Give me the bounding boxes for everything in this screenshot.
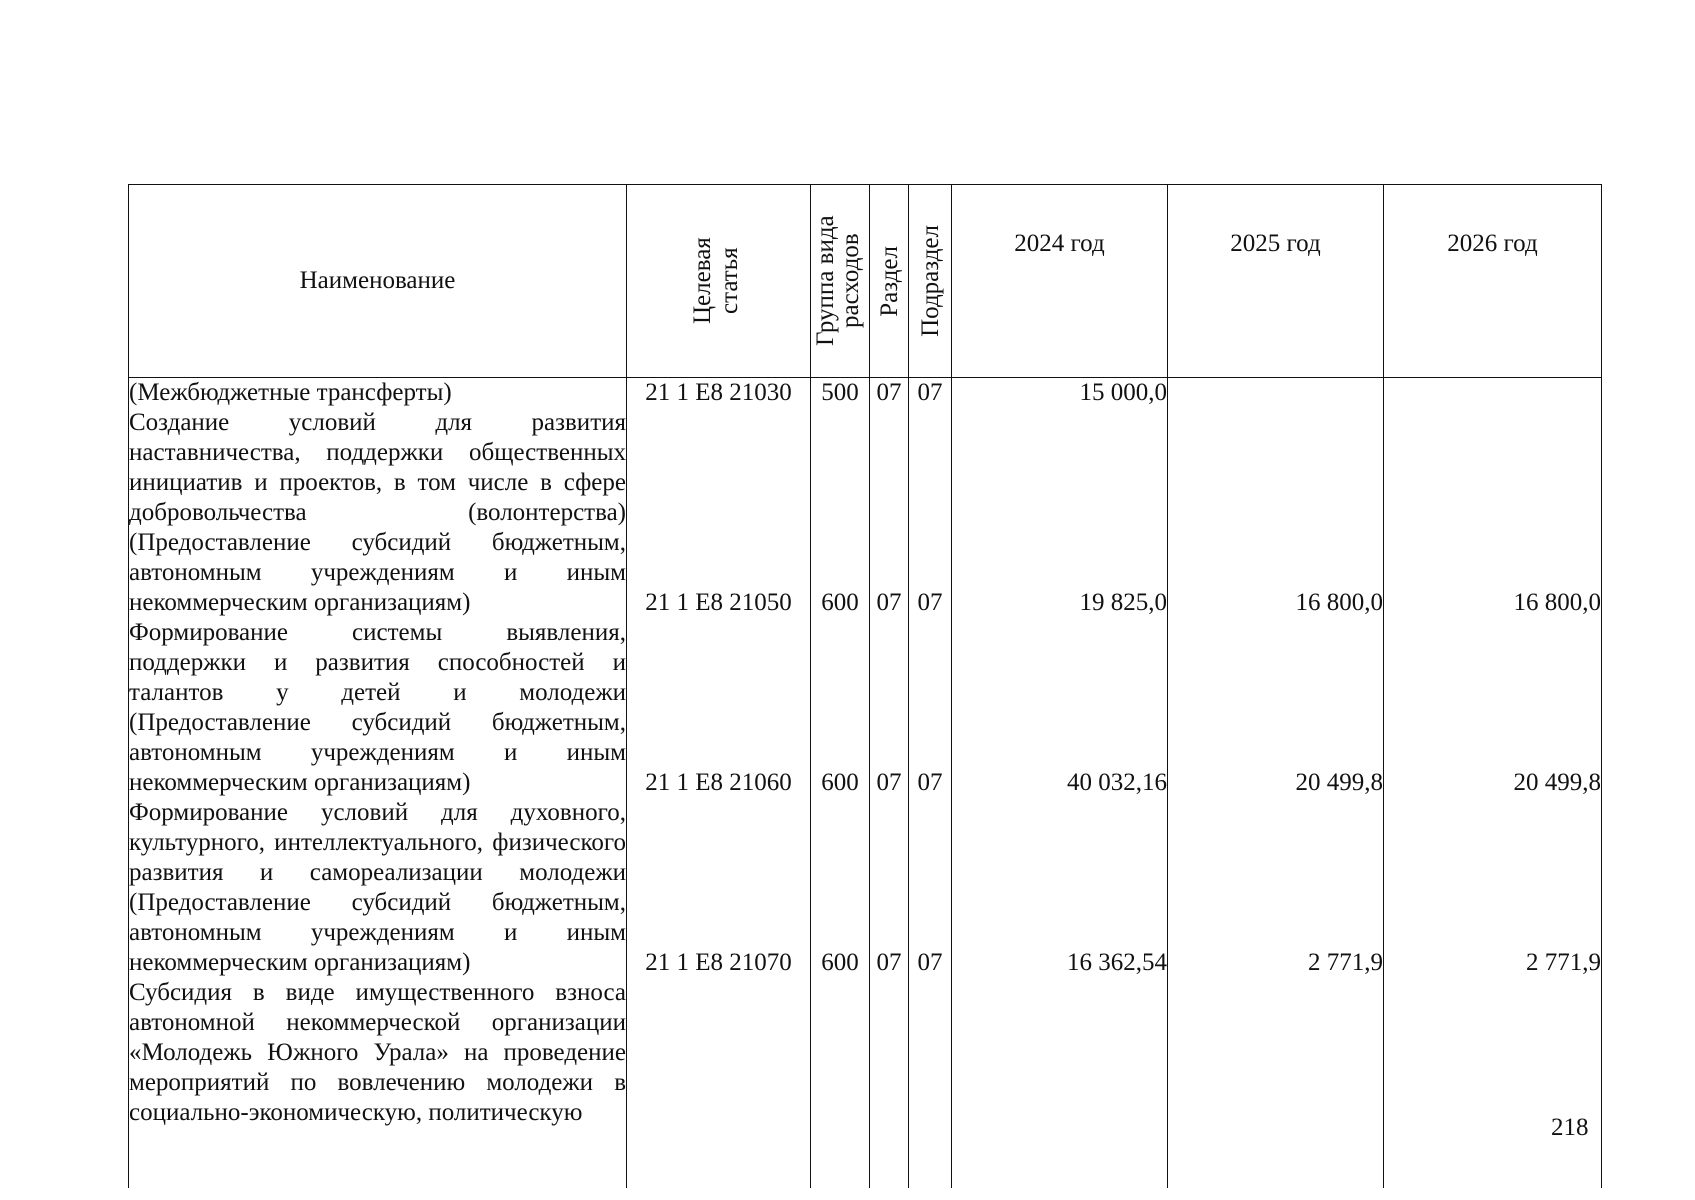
- budget-table: [128, 184, 1602, 1188]
- row-amount-2024: 19 825,0: [952, 408, 1168, 618]
- row-amount-2024: 15 000,0: [952, 378, 1168, 409]
- row-name: Формирование системы выявления, поддержки и развития способностей и талантов у детей и молодежи (Предоставление субсидий бюджетным, автономным учреждениям и иным некоммерческим организациям): [129, 619, 626, 796]
- row-amount-2024: 40 032,16: [952, 618, 1168, 798]
- row-name: Создание условий для развития наставничества, поддержки общественных инициатив и проектов, в том числе в сфере добровольчества (волонтерства) (Предоставление субсидий бюджетным, автономным учреждениям и иным некоммерческим организациям): [129, 409, 626, 616]
- row-subsection: 07: [909, 378, 952, 409]
- row-amount-2025: 16 800,0: [1168, 408, 1384, 618]
- header-section: Раздел: [870, 185, 909, 378]
- header-2024: 2024 год: [952, 185, 1168, 378]
- budget-table-container: [128, 184, 1601, 1188]
- row-name: Формирование условий для духовного, культурного, интеллектуального, физического развития и самореализации молодежи (Предоставление субсидий бюджетным, автономным учреждениям и иным некоммерческим организациям): [129, 799, 626, 976]
- row-subsection: [909, 978, 952, 1188]
- page-number: 218: [1551, 1114, 1589, 1141]
- row-target-code: 21 1 E8 21030: [627, 378, 811, 409]
- table-row: [129, 378, 1602, 409]
- row-target-code: 21 1 E8 21060: [627, 618, 811, 798]
- row-name: (Межбюджетные трансферты): [129, 378, 627, 409]
- row-amount-2025: 20 499,8: [1168, 618, 1384, 798]
- row-amount-2026: 2 771,9: [1384, 798, 1602, 978]
- row-amount-2026: 16 800,0: [1384, 408, 1602, 618]
- row-target-code: 21 1 E8 21050: [627, 408, 811, 618]
- row-amount-2024: [952, 978, 1168, 1188]
- row-expense-group: 500: [811, 378, 870, 409]
- row-subsection: 07: [909, 618, 952, 798]
- row-amount-2025: [1168, 978, 1384, 1188]
- row-section: 07: [870, 618, 909, 798]
- row-target-code: 21 1 E8 21070: [627, 798, 811, 978]
- header-row: [129, 185, 1602, 378]
- table-row: [129, 978, 1602, 1188]
- header-subsection: Подраздел: [909, 185, 952, 378]
- row-amount-2025: [1168, 378, 1384, 409]
- table-row: [129, 798, 1602, 978]
- table-row: [129, 618, 1602, 798]
- row-section: 07: [870, 798, 909, 978]
- row-section: 07: [870, 408, 909, 618]
- row-target-code: [627, 978, 811, 1188]
- row-amount-2026: [1384, 378, 1602, 409]
- row-amount-2026: [1384, 978, 1602, 1188]
- row-section: 07: [870, 378, 909, 409]
- header-name: Наименование: [129, 185, 627, 378]
- row-amount-2025: 2 771,9: [1168, 798, 1384, 978]
- row-expense-group: [811, 978, 870, 1188]
- row-amount-2024: 16 362,54: [952, 798, 1168, 978]
- row-section: [870, 978, 909, 1188]
- row-amount-2026: 20 499,8: [1384, 618, 1602, 798]
- header-expense-group: Группа вида расходов: [811, 185, 870, 378]
- header-target-article: Целевая статья: [627, 185, 811, 378]
- row-expense-group: 600: [811, 408, 870, 618]
- header-2026: 2026 год: [1384, 185, 1602, 378]
- row-subsection: 07: [909, 798, 952, 978]
- row-subsection: 07: [909, 408, 952, 618]
- table-row: [129, 408, 1602, 618]
- row-expense-group: 600: [811, 798, 870, 978]
- header-2025: 2025 год: [1168, 185, 1384, 378]
- row-name: Субсидия в виде имущественного взноса автономной некоммерческой организации «Молодежь Южного Урала» на проведение мероприятий по вовлечению молодежи в социально-экономическую, политическую: [129, 978, 627, 1188]
- row-expense-group: 600: [811, 618, 870, 798]
